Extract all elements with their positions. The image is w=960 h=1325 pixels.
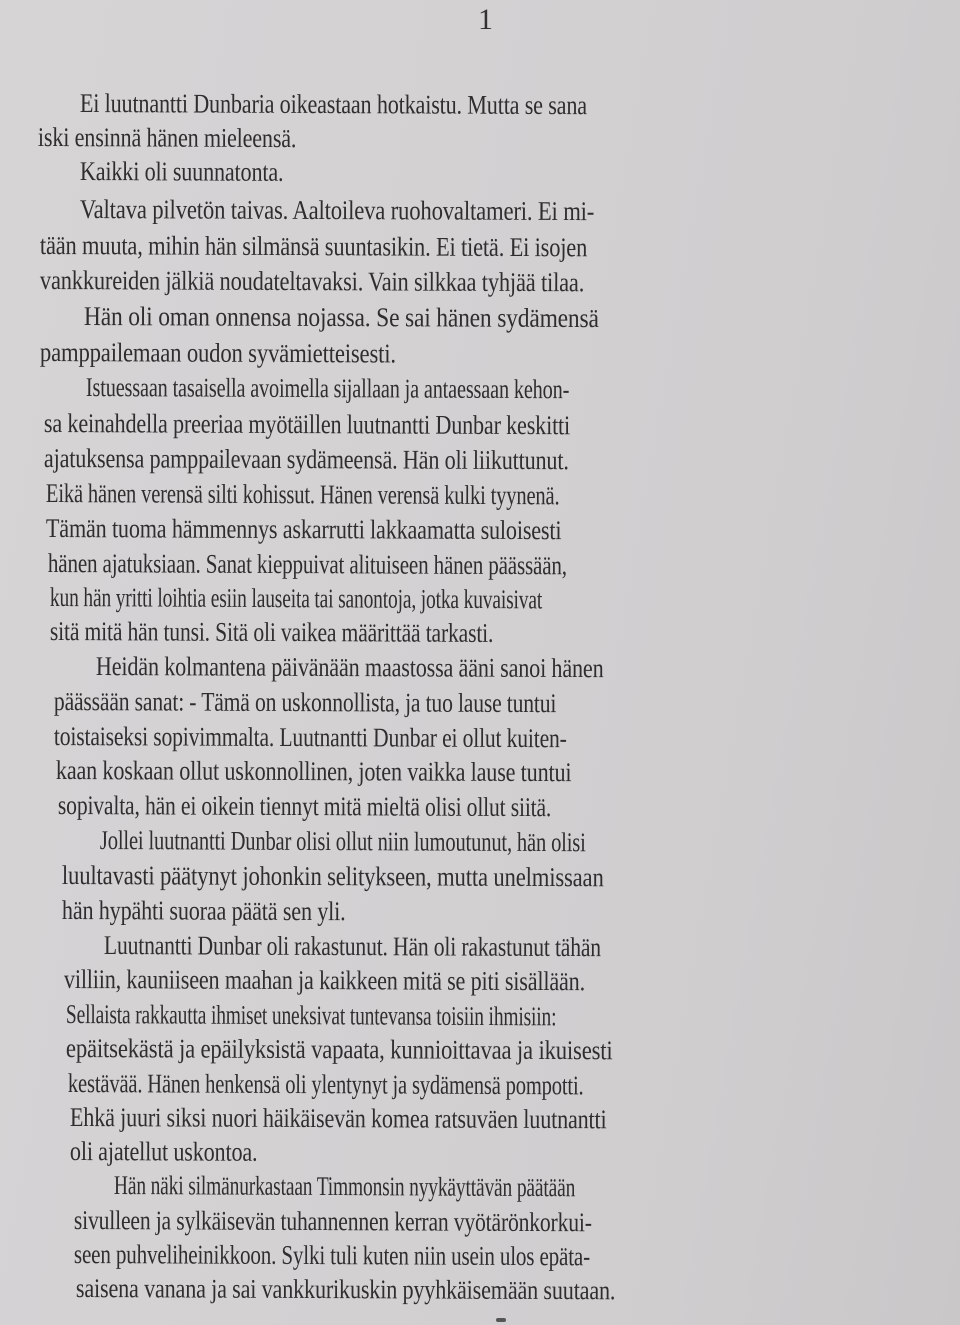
text-line: Tämän tuoma hämmennys askarrutti lakkaamatta suloisesti: [45, 513, 562, 546]
text-line: villiin, kauniiseen maahan ja kaikkeen mitä se piti sisällään.: [63, 964, 586, 997]
text-line: hän hypähti suoraa päätä sen yli.: [61, 895, 346, 927]
text-line: saisena vanana ja sai vankkurikuskin pyyhkäisemään suutaan.: [75, 1273, 616, 1306]
text-line: Heidän kolmantena päivänään maastossa ääni sanoi hänen: [95, 651, 604, 684]
text-line: ajatuksensa pamppailevaan sydämeensä. Hän oli liikuttunut.: [43, 443, 569, 476]
text-line: kaan koskaan ollut uskonnollinen, joten vaikka lause tuntui: [55, 755, 572, 788]
text-line: iski ensinnä hänen mieleensä.: [37, 121, 297, 154]
text-line: toistaiseksi sopivimmalta. Luutnantti Dunbar ei ollut kuiten-: [53, 721, 567, 754]
chapter-number: 1: [478, 3, 493, 36]
text-line: Ei luutnantti Dunbaria oikeastaan hotkaistu. Mutta se sana: [79, 87, 587, 121]
text-line: kun hän yritti loihtia esiin lauseita tai sanontoja, jotka kuvaisivat: [49, 582, 543, 615]
text-line: Istuessaan tasaisella avoimella sijallaan ja antaessaan kehon-: [85, 372, 570, 405]
text-line: Luutnantti Dunbar oli rakastunut. Hän oli rakastunut tähän: [103, 930, 602, 963]
text-line: hänen ajatuksiaan. Sanat kieppuivat alituiseen hänen päässään,: [47, 548, 567, 581]
text-line: luultavasti päätynyt johonkin selitykseen, mutta unelmissaan: [61, 860, 604, 893]
text-line: sa keinahdella preeriaa myötäillen luutnantti Dunbar keskitti: [43, 408, 571, 441]
text-line: sopivalta, hän ei oikein tiennyt mitä mieltä olisi ollut siitä.: [57, 790, 552, 823]
text-line: vankkureiden jälkiä noudateltavaksi. Vain silkkaa tyhjää tilaa.: [39, 265, 585, 298]
text-line: pamppailemaan oudon syvämietteisesti.: [39, 337, 396, 369]
text-line: Hän oli oman onnensa nojassa. Se sai hänen sydämensä: [83, 301, 599, 334]
text-line: Jollei luutnantti Dunbar olisi ollut niin lumoutunut, hän olisi: [99, 825, 586, 858]
text-line: Hän näki silmänurkastaan Timmonsin nyykäyttävän päätään: [113, 1170, 576, 1203]
text-line: kestävää. Hänen henkensä oli ylentynyt ja sydämensä pompotti.: [67, 1068, 584, 1101]
text-line: sitä mitä hän tunsi. Sitä oli vaikea määrittää tarkasti.: [49, 616, 494, 648]
text-line: Ehkä juuri siksi nuori häikäisevän komea ratsuväen luutnantti: [69, 1102, 607, 1135]
text-line: tään muuta, mihin hän silmänsä suuntasikin. Ei tietä. Ei isojen: [39, 229, 588, 263]
text-line: Sellaista rakkautta ihmiset uneksivat tuntevansa toisiin ihmisiin:: [65, 999, 557, 1032]
text-line: päässään sanat: - Tämä on uskonnollista, ja tuo lause tuntui: [53, 686, 557, 719]
text-line: Valtava pilvetön taivas. Aaltoileva ruohovaltameri. Ei mi-: [79, 193, 595, 227]
text-line: Kaikki oli suunnatonta.: [79, 155, 284, 187]
text-line: epäitsekästä ja epäilyksistä vapaata, kunnioittavaa ja ikuisesti: [65, 1033, 613, 1066]
text-line: seen puhveliheinikkoon. Sylki tuli kuten niin usein ulos epäta-: [73, 1239, 591, 1272]
page-bottom-mark: [496, 1318, 506, 1322]
text-line: sivulleen ja sylkäisevän tuhannennen kerran vyötärönkorkui-: [73, 1205, 592, 1238]
text-line: Eikä hänen verensä silti kohissut. Hänen verensä kulki tyynenä.: [45, 478, 560, 511]
text-line: oli ajatellut uskontoa.: [69, 1136, 258, 1167]
